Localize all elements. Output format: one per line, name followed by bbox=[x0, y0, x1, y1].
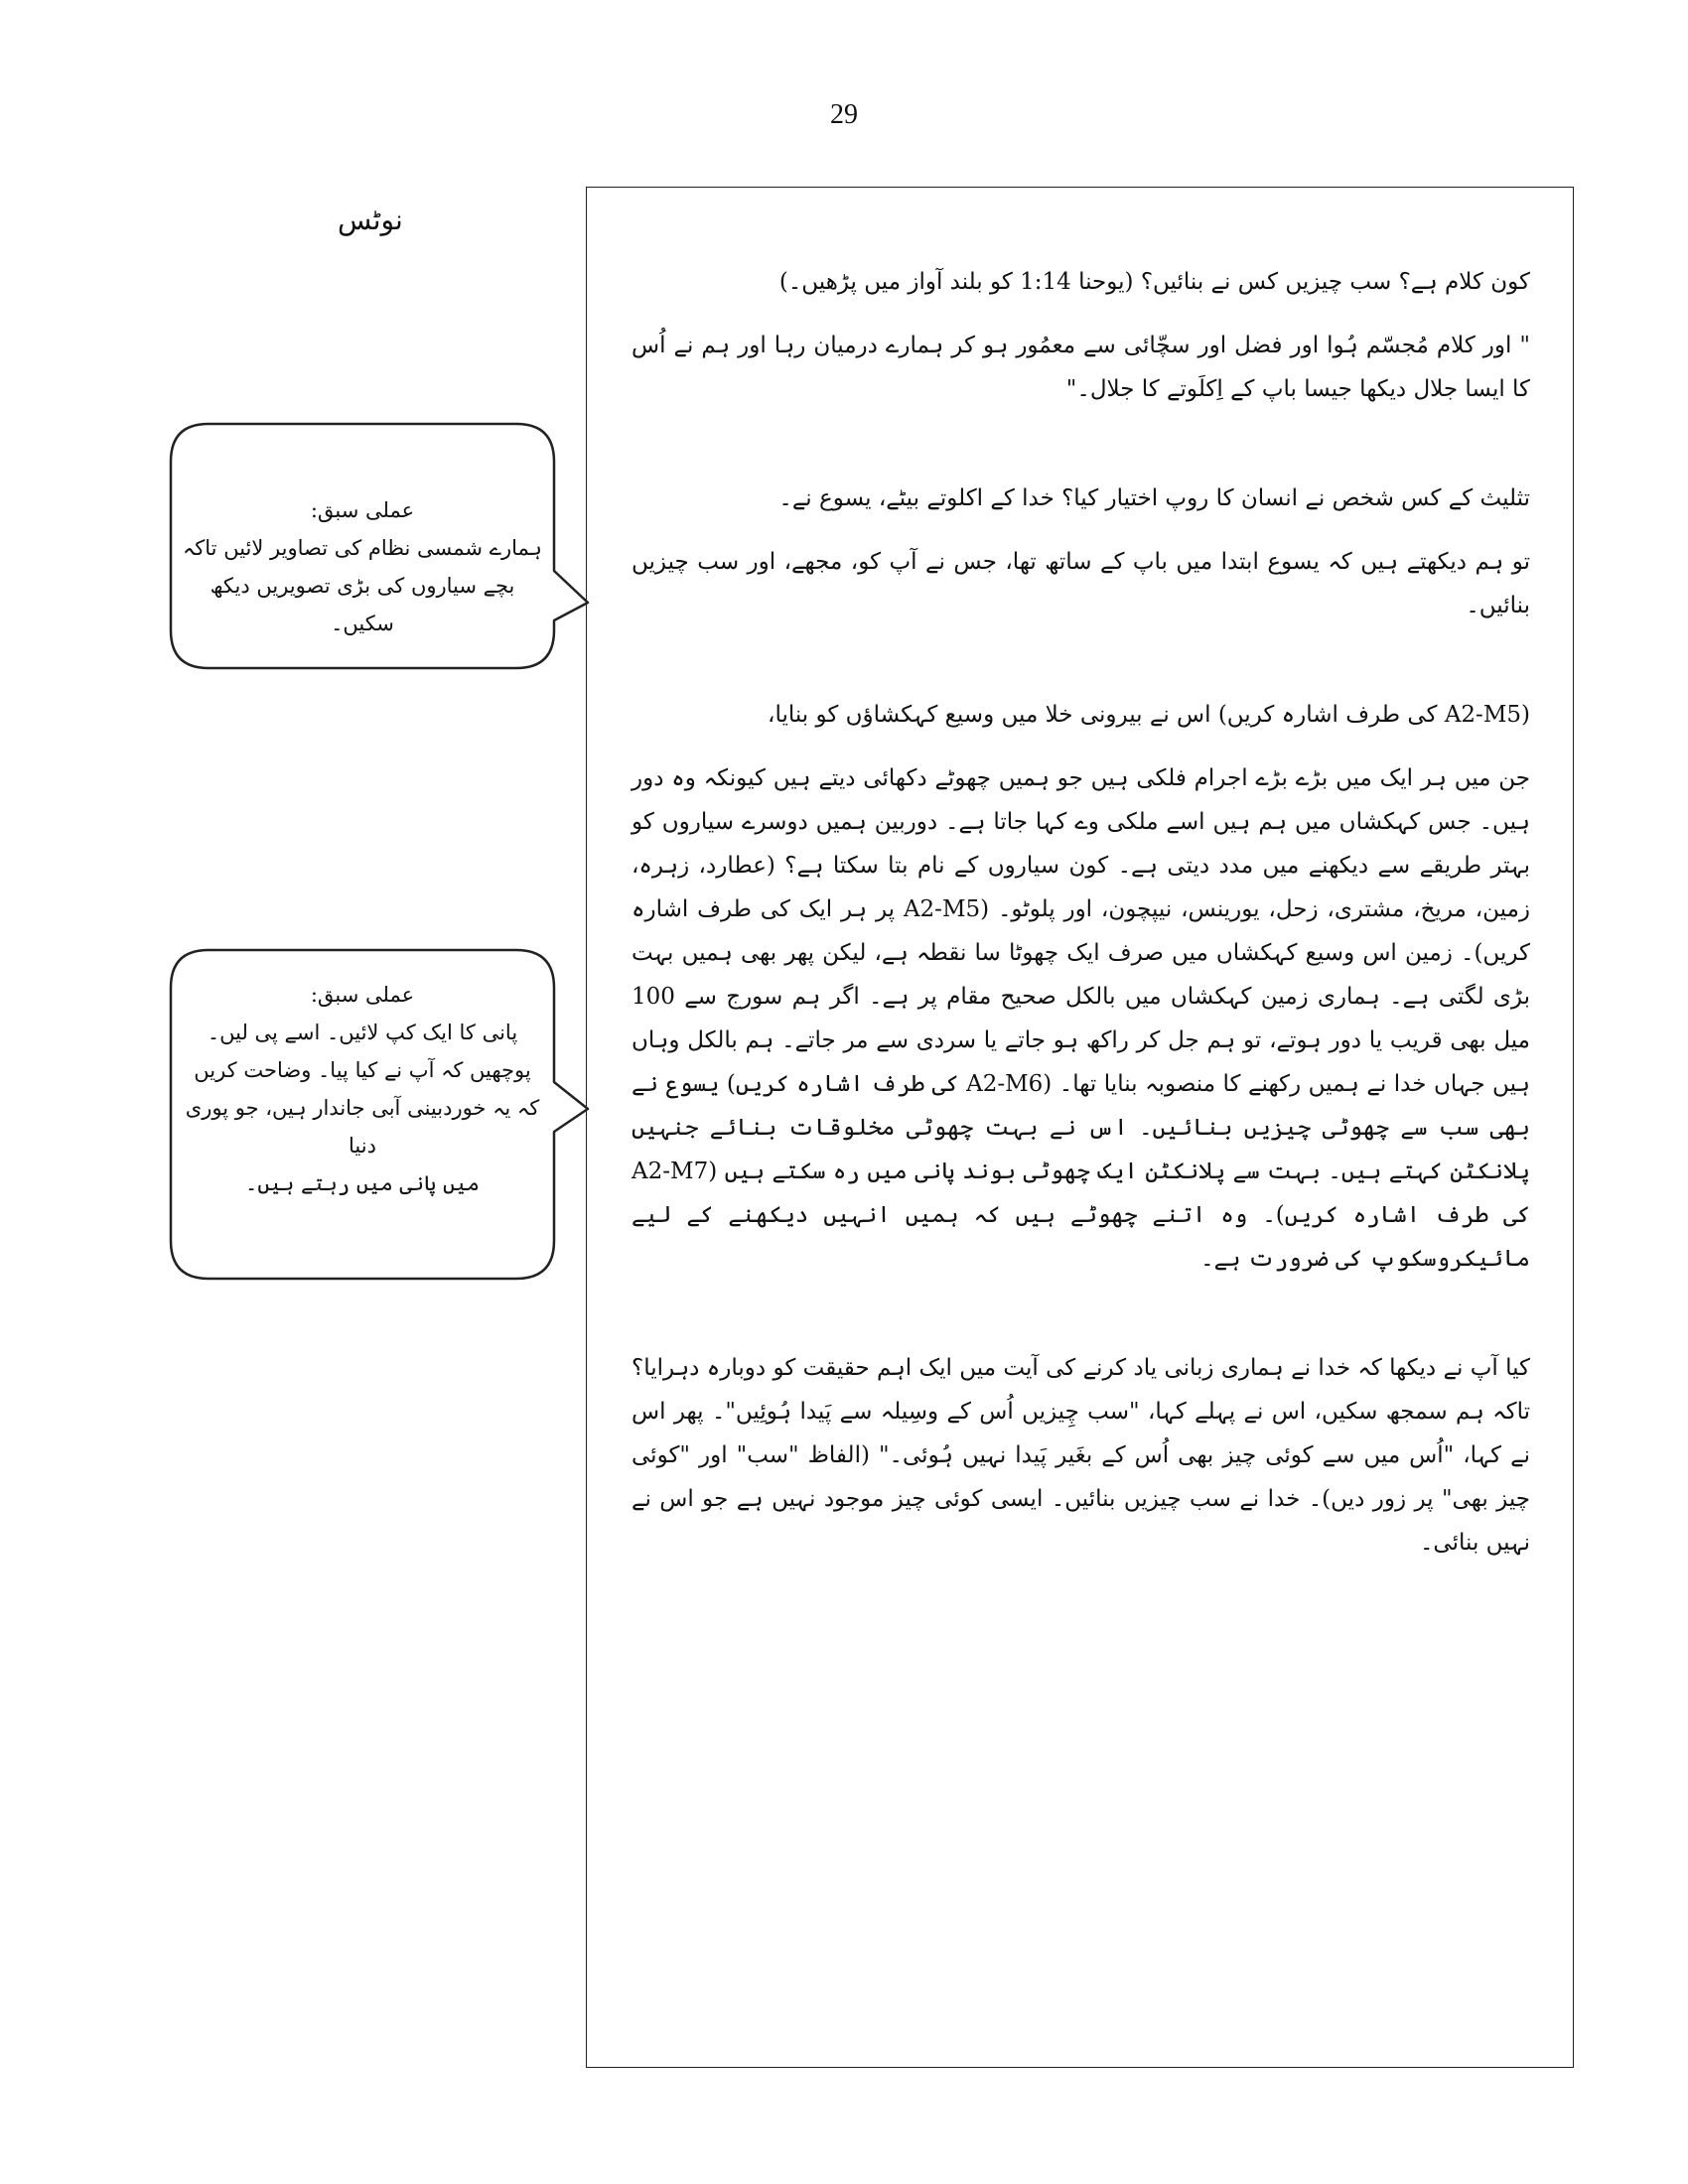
callout-2-text bbox=[179, 976, 546, 1202]
callout-2-line: پوچھیں کہ آپ نے کیا پیا۔ وضاحت کریں bbox=[194, 1058, 531, 1082]
paragraph: (A2-M5 کی طرف اشارہ کریں) اس نے بیرونی خلا میں وسیع کہکشاؤں کو بنایا، bbox=[768, 702, 1530, 728]
activity-callout-1 bbox=[159, 422, 596, 670]
paragraph: جن میں ہر ایک میں بڑے بڑے اجرام فلکی ہیں جو ہمیں چھوٹے دکھائی دیتے ہیں کیونکہ وہ دور ہیں۔ جس کہکشاں میں ہم ہیں اسے ملکی وے کہا جاتا ہے۔ دوربین ہمیں دوسرے سیاروں کو بہتر طریقے سے دیکھنے میں مدد دیتی ہے۔ کون سیاروں کے نام بتا سکتا ہے؟ (عطارد، زہرہ، زمین، مریخ، مشتری، زحل، یورینس، نیپچون، اور پلوٹو۔ (A2-M5 پر ہر ایک کی طرف اشارہ کریں)۔ زمین اس وسیع کہکشاں میں صرف ایک چھوٹا سا نقطہ ہے، لیکن پھر بھی ہمیں بہت بڑی لگتی ہے۔ ہماری زمین کہکشاں میں بالکل صحیح مقام پر ہے۔ اگر ہم سورج سے 100 میل بھی قریب یا دور ہوتے، تو ہم جل کر راکھ ہو جاتے یا سردی سے مر جاتے۔ ہم بالکل وہاں ہیں جہاں خدا نے ہمیں رکھنے کا منصوبہ بنایا تھا۔ (A2-M6 کی طرف اشارہ کریں) یسوع نے بھی سب سے چھوٹی چیزیں بنائیں۔ اس نے بہت چھوٹی مخلوقات بنائے جنہیں پلانکٹن کہتے ہیں۔ بہت سے پلانکٹن ایک چھوٹی بوند پانی میں رہ سکتے ہیں (A2-M7 کی طرف اشارہ کریں)۔ وہ اتنے چھوٹے ہیں کہ ہمیں انہیں دیکھنے کے لیے مائیکروسکوپ کی ضرورت ہے۔ bbox=[632, 765, 1530, 1272]
callout-1-line: ہمارے شمسی نظام کی تصاویر لائیں تاکہ bbox=[182, 536, 542, 560]
callout-1-line: بچے سیاروں کی بڑی تصویریں دیکھ سکیں۔ bbox=[210, 574, 515, 635]
paragraph: تو ہم دیکھتے ہیں کہ یسوع ابتدا میں باپ کے ساتھ تھا، جس نے آپ کو، مجھے، اور سب چیزیں بنائیں۔ bbox=[632, 549, 1530, 618]
page-number: 29 bbox=[830, 99, 858, 130]
paragraph: کون کلام ہے؟ سب چیزیں کس نے بنائیں؟ (یوحنا 1:14 کو بلند آواز میں پڑھیں۔) bbox=[778, 269, 1530, 295]
callout-1-heading: عملی سبق: bbox=[310, 498, 415, 522]
paragraph: " اور کلام مُجسّم ہُوا اور فضل اور سچّائی سے معمُور ہو کر ہمارے درمیان رہا اور ہم نے اُس کا ایسا جلال دیکھا جیسا باپ کے اِکلَوتے کا جلال۔" bbox=[632, 333, 1530, 402]
callout-2-heading: عملی سبق: bbox=[310, 983, 415, 1007]
callout-2-line: پانی کا ایک کپ لائیں۔ اسے پی لیں۔ bbox=[207, 1021, 518, 1044]
callout-1-text bbox=[179, 491, 546, 642]
notes-title: نوٹس bbox=[338, 204, 403, 236]
callout-2-line: کہ یہ خوردبینی آبی جاندار ہیں، جو پوری دنیا bbox=[185, 1096, 540, 1158]
paragraph: تثلیث کے کس شخص نے انسان کا روپ اختیار کیا؟ خدا کے اکلوتے بیٹے، یسوع نے۔ bbox=[778, 485, 1530, 511]
paragraph: کیا آپ نے دیکھا کہ خدا نے ہماری زبانی یاد کرنے کی آیت میں ایک اہم حقیقت کو دوبارہ دہرایا؟ تاکہ ہم سمجھ سکیں، اس نے پہلے کہا، "سب چِیزیں اُس کے وسِیلہ سے پَیدا ہُوئِیں"۔ پھر اس نے کہا، "اُس میں سے کوئی چیز بھی اُس کے بغَیر پَیدا نہیں ہُوئی۔" (الفاظ "سب" اور "کوئی چیز بھی" پر زور دیں)۔ خدا نے سب چیزیں بنائیں۔ ایسی کوئی چیز موجود نہیں ہے جو اس نے نہیں بنائی۔ bbox=[632, 1355, 1530, 1556]
callout-2-line: میں پانی میں رہتے ہیں۔ bbox=[245, 1171, 480, 1195]
activity-callout-2 bbox=[159, 948, 596, 1281]
lesson-text bbox=[632, 260, 1530, 1630]
